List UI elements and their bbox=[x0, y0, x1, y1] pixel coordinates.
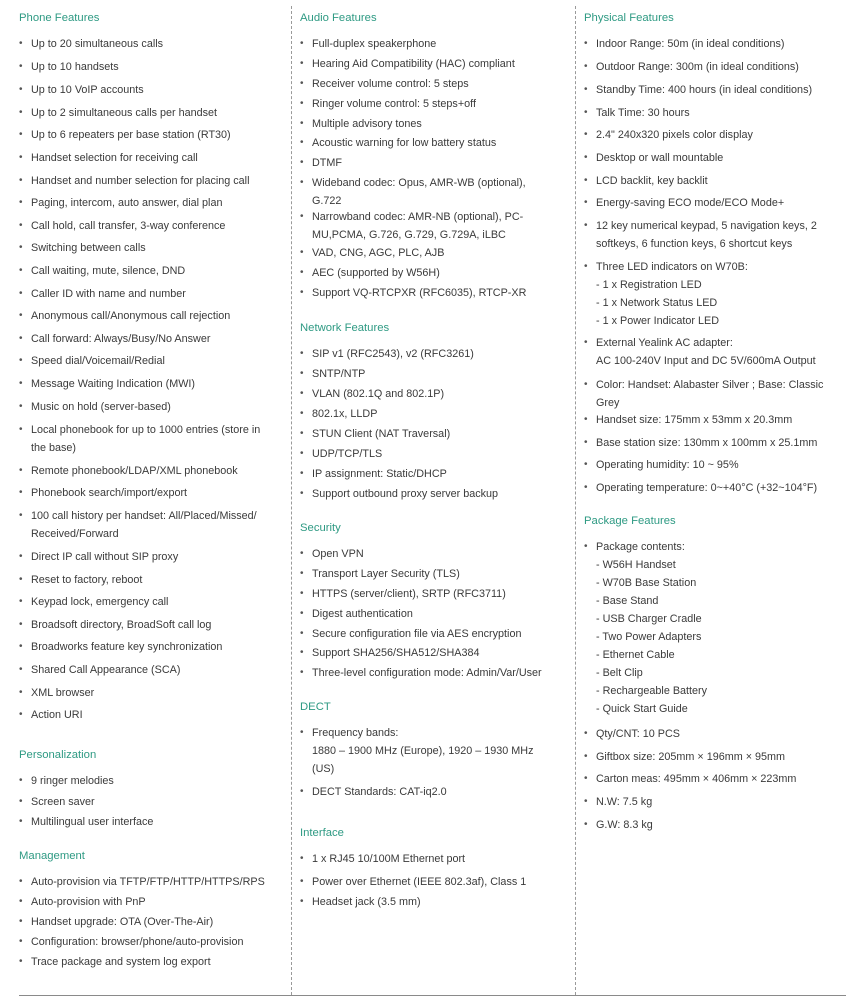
column-divider bbox=[291, 6, 292, 995]
spec-list-item: • Handset and number selection for placing call bbox=[19, 172, 281, 190]
spec-list-item: • DECT Standards: CAT-iq2.0 bbox=[300, 783, 566, 801]
spec-list-item: • Action URI bbox=[19, 706, 281, 724]
spec-list-item: • Ringer volume control: 5 steps+off bbox=[300, 95, 566, 113]
spec-list-item: • Music on hold (server-based) bbox=[19, 398, 281, 416]
spec-list-item: • 100 call history per handset: All/Placed/Missed/ bbox=[19, 507, 281, 525]
spec-list-item: • Hearing Aid Compatibility (HAC) compliant bbox=[300, 55, 566, 73]
section-heading: Physical Features bbox=[584, 12, 674, 24]
spec-list-item: • Outdoor Range: 300m (in ideal conditions) bbox=[584, 58, 846, 76]
spec-list-item: • Desktop or wall mountable bbox=[584, 149, 846, 167]
spec-list-item: • Up to 10 VoIP accounts bbox=[19, 81, 281, 99]
spec-list-item-continuation: MU,PCMA, G.726, G.729, G.729A, iLBC bbox=[312, 229, 506, 241]
section-heading: Package Features bbox=[584, 515, 676, 527]
spec-list-item: • Up to 2 simultaneous calls per handset bbox=[19, 104, 281, 122]
spec-list-item-continuation: 1880 – 1900 MHz (Europe), 1920 – 1930 MHz bbox=[312, 745, 534, 757]
spec-list-item: • Digest authentication bbox=[300, 605, 566, 623]
spec-list-item: • Broadsoft directory, BroadSoft call log bbox=[19, 616, 281, 634]
spec-list-item-continuation: - USB Charger Cradle bbox=[596, 613, 702, 625]
spec-list-item-continuation: (US) bbox=[312, 763, 335, 775]
spec-list-item: • HTTPS (server/client), SRTP (RFC3711) bbox=[300, 585, 566, 603]
spec-list-item-continuation: G.722 bbox=[312, 195, 342, 207]
column-2 bbox=[300, 0, 566, 995]
spec-list-item: • 1 x RJ45 10/100M Ethernet port bbox=[300, 850, 566, 868]
spec-list-item: • Transport Layer Security (TLS) bbox=[300, 565, 566, 583]
spec-list-item: • Up to 6 repeaters per base station (RT30) bbox=[19, 126, 281, 144]
spec-list-item-continuation: - 1 x Power Indicator LED bbox=[596, 315, 720, 327]
spec-list-item: • Anonymous call/Anonymous call rejection bbox=[19, 307, 281, 325]
spec-list-item-continuation: - Two Power Adapters bbox=[596, 631, 702, 643]
spec-list-item: • Frequency bands: bbox=[300, 724, 566, 742]
spec-list-item: • Support outbound proxy server backup bbox=[300, 485, 566, 503]
spec-list-item: • Carton meas: 495mm × 406mm × 223mm bbox=[584, 770, 846, 788]
spec-list-item: • Handset size: 175mm x 53mm x 20.3mm bbox=[584, 411, 846, 429]
bottom-rule bbox=[19, 995, 846, 996]
spec-list-item-continuation: Received/Forward bbox=[31, 528, 119, 540]
spec-list-item: • SNTP/NTP bbox=[300, 365, 566, 383]
section-heading: Audio Features bbox=[300, 12, 377, 24]
spec-list-item: • Call forward: Always/Busy/No Answer bbox=[19, 330, 281, 348]
spec-list-item: • 12 key numerical keypad, 5 navigation keys, 2 bbox=[584, 217, 846, 235]
spec-list-item-continuation: - Base Stand bbox=[596, 595, 659, 607]
spec-list-item: • AEC (supported by W56H) bbox=[300, 264, 566, 282]
spec-list-item: • SIP v1 (RFC2543), v2 (RFC3261) bbox=[300, 345, 566, 363]
spec-list-item: • DTMF bbox=[300, 154, 566, 172]
spec-list-item: • Giftbox size: 205mm × 196mm × 95mm bbox=[584, 748, 846, 766]
section-heading: Phone Features bbox=[19, 12, 100, 24]
column-1 bbox=[19, 0, 281, 995]
spec-list-item-continuation: AC 100-240V Input and DC 5V/600mA Output bbox=[596, 355, 816, 367]
spec-list-item: • Shared Call Appearance (SCA) bbox=[19, 661, 281, 679]
column-3 bbox=[584, 0, 846, 995]
spec-list-item: • IP assignment: Static/DHCP bbox=[300, 465, 566, 483]
spec-list-item: • Package contents: bbox=[584, 538, 846, 556]
spec-list-item: • Speed dial/Voicemail/Redial bbox=[19, 352, 281, 370]
spec-list-item: • VLAN (802.1Q and 802.1P) bbox=[300, 385, 566, 403]
spec-list-item: • Switching between calls bbox=[19, 239, 281, 257]
spec-list-item: • Call waiting, mute, silence, DND bbox=[19, 262, 281, 280]
spec-list-item: • Up to 20 simultaneous calls bbox=[19, 35, 281, 53]
spec-list-item: • Local phonebook for up to 1000 entries (store in bbox=[19, 421, 281, 439]
spec-list-item: • Base station size: 130mm x 100mm x 25.1mm bbox=[584, 434, 846, 452]
spec-list-item-continuation: the base) bbox=[31, 442, 77, 454]
spec-list-item-continuation: softkeys, 6 function keys, 6 shortcut keys bbox=[596, 238, 793, 250]
spec-list-item: • Reset to factory, reboot bbox=[19, 571, 281, 589]
spec-list-item-continuation: - Quick Start Guide bbox=[596, 703, 688, 715]
spec-list-item: • 2.4" 240x320 pixels color display bbox=[584, 126, 846, 144]
spec-list-item: • Three LED indicators on W70B: bbox=[584, 258, 846, 276]
spec-list-item: • Remote phonebook/LDAP/XML phonebook bbox=[19, 462, 281, 480]
spec-list-item-continuation: - Rechargeable Battery bbox=[596, 685, 708, 697]
section-heading: Personalization bbox=[19, 749, 97, 761]
spec-list-item: • Energy-saving ECO mode/ECO Mode+ bbox=[584, 194, 846, 212]
spec-list-item: • Narrowband codec: AMR-NB (optional), PC- bbox=[300, 208, 566, 226]
spec-list-item: • Color: Handset: Alabaster Silver ; Base: Classic bbox=[584, 376, 846, 394]
spec-list-item: • Keypad lock, emergency call bbox=[19, 593, 281, 611]
spec-list-item: • Multiple advisory tones bbox=[300, 115, 566, 133]
spec-list-item: • Caller ID with name and number bbox=[19, 285, 281, 303]
spec-list-item: • Secure configuration file via AES encryption bbox=[300, 625, 566, 643]
spec-list-item: • Wideband codec: Opus, AMR-WB (optional), bbox=[300, 174, 566, 192]
section-heading: Management bbox=[19, 850, 85, 862]
spec-list-item: • Acoustic warning for low battery status bbox=[300, 134, 566, 152]
spec-list-item: • VAD, CNG, AGC, PLC, AJB bbox=[300, 244, 566, 262]
spec-list-item: • UDP/TCP/TLS bbox=[300, 445, 566, 463]
spec-list-item: • Headset jack (3.5 mm) bbox=[300, 893, 566, 911]
spec-list-item: • 802.1x, LLDP bbox=[300, 405, 566, 423]
spec-list-item: • Support SHA256/SHA512/SHA384 bbox=[300, 644, 566, 662]
spec-list-item: • Up to 10 handsets bbox=[19, 58, 281, 76]
spec-list-item-continuation: - Ethernet Cable bbox=[596, 649, 675, 661]
spec-list-item: • Multilingual user interface bbox=[19, 813, 281, 831]
spec-list-item-continuation: - W70B Base Station bbox=[596, 577, 697, 589]
spec-list-item: • LCD backlit, key backlit bbox=[584, 172, 846, 190]
spec-list-item: • 9 ringer melodies bbox=[19, 772, 281, 790]
spec-list-item: • Operating temperature: 0~+40°C (+32~104°F) bbox=[584, 479, 846, 497]
spec-list-item: • Broadworks feature key synchronization bbox=[19, 638, 281, 656]
spec-list-item: • Handset upgrade: OTA (Over-The-Air) bbox=[19, 913, 281, 931]
spec-list-item: • External Yealink AC adapter: bbox=[584, 334, 846, 352]
spec-list-item: • Message Waiting Indication (MWI) bbox=[19, 375, 281, 393]
spec-list-item: • XML browser bbox=[19, 684, 281, 702]
spec-list-item: • Full-duplex speakerphone bbox=[300, 35, 566, 53]
spec-list-item: • Call hold, call transfer, 3-way conference bbox=[19, 217, 281, 235]
spec-list-item-continuation: - 1 x Network Status LED bbox=[596, 297, 718, 309]
spec-list-item-continuation: - 1 x Registration LED bbox=[596, 279, 702, 291]
section-heading: Interface bbox=[300, 827, 344, 839]
column-divider bbox=[575, 6, 576, 995]
spec-list-item: • Receiver volume control: 5 steps bbox=[300, 75, 566, 93]
spec-list-item: • Trace package and system log export bbox=[19, 953, 281, 971]
spec-list-item: • Open VPN bbox=[300, 545, 566, 563]
spec-list-item: • Support VQ-RTCPXR (RFC6035), RTCP-XR bbox=[300, 284, 566, 302]
spec-list-item: • Power over Ethernet (IEEE 802.3af), Class 1 bbox=[300, 873, 566, 891]
spec-list-item: • Handset selection for receiving call bbox=[19, 149, 281, 167]
spec-list-item: • Indoor Range: 50m (in ideal conditions) bbox=[584, 35, 846, 53]
spec-list-item: • STUN Client (NAT Traversal) bbox=[300, 425, 566, 443]
spec-list-item: • Three-level configuration mode: Admin/Var/User bbox=[300, 664, 566, 682]
spec-list-item-continuation: - W56H Handset bbox=[596, 559, 676, 571]
spec-list-item: • N.W: 7.5 kg bbox=[584, 793, 846, 811]
spec-list-item: • Configuration: browser/phone/auto-provision bbox=[19, 933, 281, 951]
spec-list-item: • Standby Time: 400 hours (in ideal conditions) bbox=[584, 81, 846, 99]
spec-list-item: • Phonebook search/import/export bbox=[19, 484, 281, 502]
section-heading: Network Features bbox=[300, 322, 390, 334]
spec-list-item: • Qty/CNT: 10 PCS bbox=[584, 725, 846, 743]
section-heading: DECT bbox=[300, 701, 331, 713]
spec-list-item: • Screen saver bbox=[19, 793, 281, 811]
spec-list-item: • Operating humidity: 10 ~ 95% bbox=[584, 456, 846, 474]
spec-list-item: • G.W: 8.3 kg bbox=[584, 816, 846, 834]
spec-list-item: • Auto-provision with PnP bbox=[19, 893, 281, 911]
spec-list-item-continuation: - Belt Clip bbox=[596, 667, 643, 679]
section-heading: Security bbox=[300, 522, 341, 534]
spec-list-item: • Paging, intercom, auto answer, dial plan bbox=[19, 194, 281, 212]
spec-list-item-continuation: Grey bbox=[596, 397, 620, 409]
spec-list-item: • Auto-provision via TFTP/FTP/HTTP/HTTPS/RPS bbox=[19, 873, 281, 891]
spec-list-item: • Direct IP call without SIP proxy bbox=[19, 548, 281, 566]
spec-list-item: • Talk Time: 30 hours bbox=[584, 104, 846, 122]
